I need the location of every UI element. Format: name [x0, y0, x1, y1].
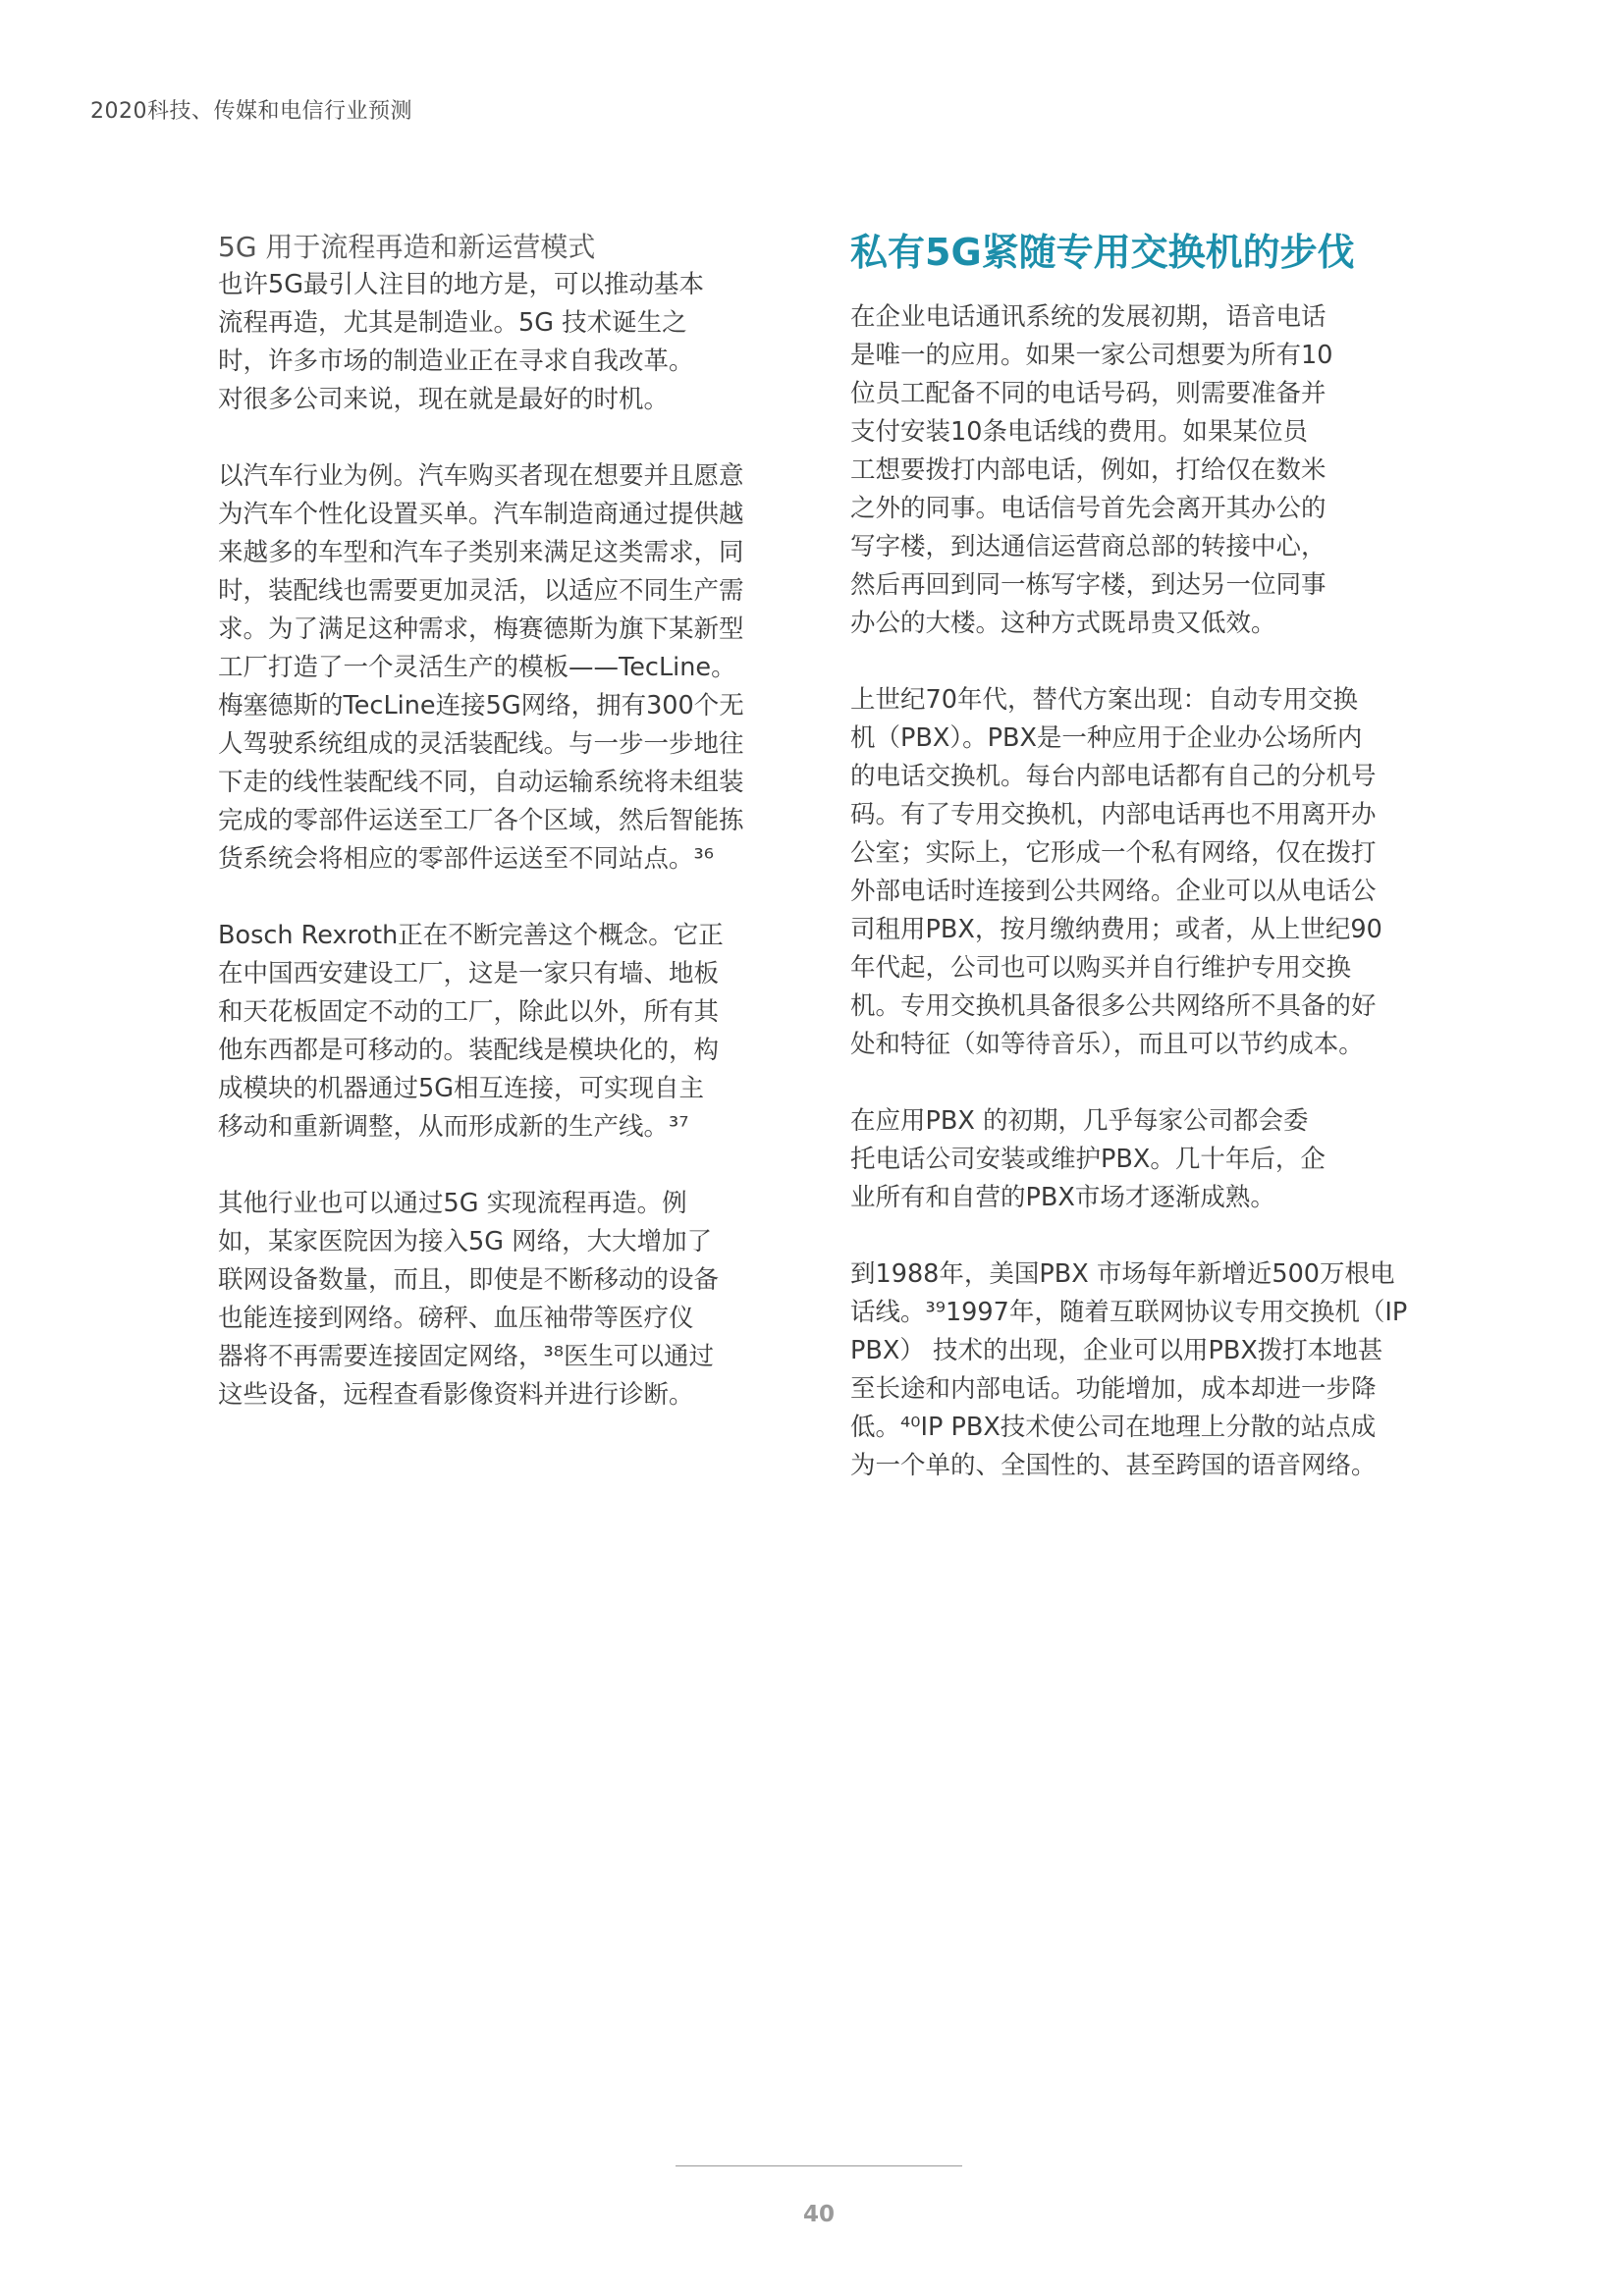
running-header: 2020科技、传媒和电信行业预测 — [90, 99, 412, 124]
left-paragraph-1: 也许5G最引人注目的地方是，可以推动基本 流程再造，尤其是制造业。5G 技术诞生之 时，许多市场的制造业正在寻求自我改革。 对很多公司来说，现在就是最好的时机。 — [218, 270, 704, 414]
right-paragraph-3: 在应用PBX 的初期，几乎每家公司都会委 托电话公司安装或维护PBX。几十年后，企 业所有和自营的PBX市场才逐渐成熟。 — [850, 1106, 1326, 1212]
left-paragraph-4: 其他行业也可以通过5G 实现流程再造。例 如，某家医院因为接入5G 网络，大大增加了 联网设备数量，而且，即使是不断移动的设备 也能连接到网络。磅秤、血压袖带等医疗仪 器将不再需要连接固定网络，³⁸医生可以通过 这些设备，远程查看影像资料并进行诊断。 — [218, 1189, 720, 1410]
right-paragraph-2: 上世纪70年代，替代方案出现：自动专用交换 机（PBX）。PBX是一种应用于企业办公场所内 的电话交换机。每台内部电话都有自己的分机号 码。有了专用交换机，内部电话再也不用离开办 公室；实际上，它形成一个私有网络，仅在拨打 外部电话时连接到公共网络。企业可以从电话公 司租用PBX，按月缴纳费用；或者，从上世纪90 年代起，公司也可以购买并自行维护专用交换 机。专用交换机具备很多公共网络所不具备的好 处和特征（如等待音乐），而且可以节约成本。 — [850, 685, 1382, 1059]
footer-divider — [676, 2165, 962, 2166]
page-number: 40 — [802, 2202, 835, 2227]
right-paragraph-1: 在企业电话通讯系统的发展初期，语音电话 是唯一的应用。如果一家公司想要为所有10 位员工配备不同的电话号码，则需要准备并 支付安装10条电话线的费用。如果某位员 工想要拨打内部电话，例如，打给仅在数米 之外的同事。电话信号首先会离开其办公的 写字楼，到达通信运营商总部的转接中心， 然后再回到同一栋写字楼，到达另一位同事 办公的大楼。这种方式既昂贵又低效。 — [850, 302, 1333, 638]
left-paragraph-3: Bosch Rexroth正在不断完善这个概念。它正 在中国西安建设工厂，这是一家只有墙、地板 和天花板固定不动的工厂，除此以外，所有其 他东西都是可移动的。装配线是模块化的，构 成模块的机器通过5G相互连接，可实现自主 移动和重新调整，从而形成新的生产线。³⁷ — [218, 921, 724, 1142]
subheading: 5G 用于流程再造和新运营模式 — [218, 231, 596, 263]
right-column — [850, 228, 1430, 1523]
left-paragraph-2: 以汽车行业为例。汽车购买者现在想要并且愿意 为汽车个性化设置买单。汽车制造商通过提供越 来越多的车型和汽车子类别来满足这类需求，同 时，装配线也需要更加灵活，以适应不同生产需 求。为了满足这种需求，梅赛德斯为旗下某新型 工厂打造了一个灵活生产的模板——TecLine。 梅塞德斯的TecLine连接5G网络，拥有300个无 人驾驶系统组成的灵活装配线。与一步一步地往 下走的线性装配线不同，自动运输系统将未组装 完成的零部件运送至工厂各个区域，然后智能拣 货系统会将相应的零部件运送至不同站点。³⁶ — [218, 461, 744, 874]
right-paragraph-4: 到1988年，美国PBX 市场每年新增近500万根电 话线。³⁹1997年，随着互联网协议专用交换机（IP PBX） 技术的出现，企业可以用PBX拨打本地甚 至长途和内部电话。功能增加，成本却进一步降 低。⁴⁰IP PBX技术使公司在地理上分散的站点成 为一个单的、全国性的、甚至跨国的语音网络。 — [850, 1259, 1408, 1480]
section-title: 私有5G紧随专用交换机的步伐 — [850, 231, 1355, 274]
left-column — [218, 228, 787, 1453]
